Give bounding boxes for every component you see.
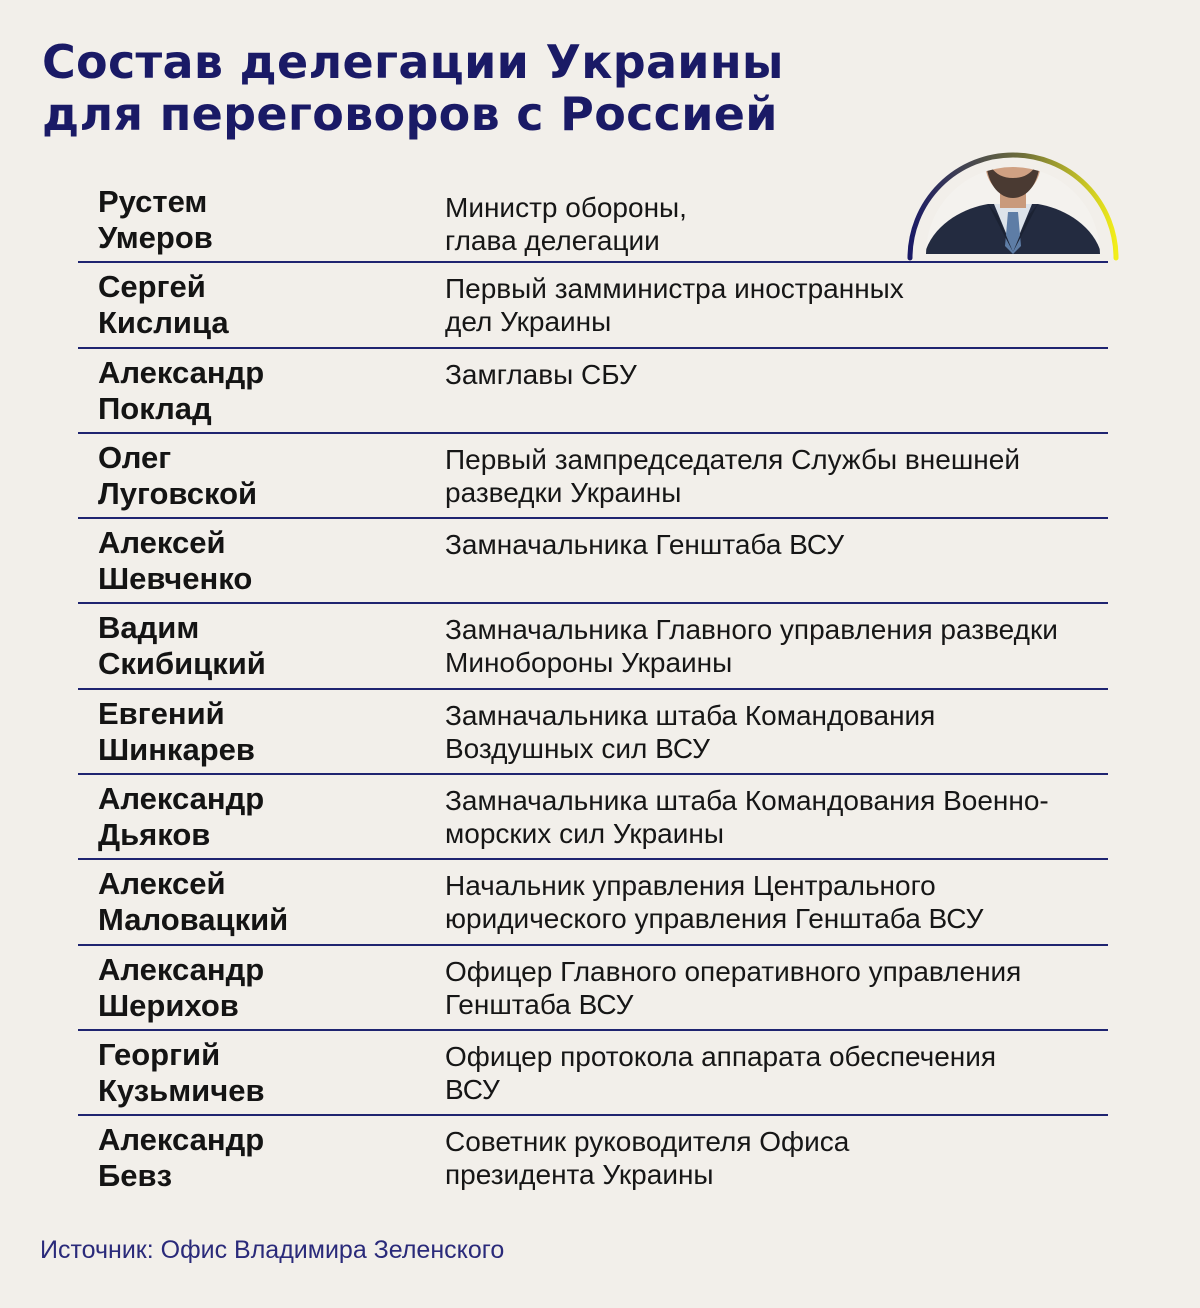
member-name xyxy=(78,178,445,256)
member-first-name: Георгий xyxy=(98,1036,221,1072)
member-role xyxy=(445,263,1108,338)
member-role xyxy=(445,434,1108,509)
member-first-name: Евгений xyxy=(98,695,225,731)
member-row xyxy=(78,690,1108,775)
member-name xyxy=(78,263,445,341)
delegation-list xyxy=(78,178,1108,1202)
member-role-line-1: Начальник управления Центрального xyxy=(445,870,936,902)
member-name xyxy=(78,775,445,853)
member-first-name: Александр xyxy=(98,951,265,987)
member-role-line-2: разведки Украины xyxy=(445,476,682,508)
member-last-name: Маловацкий xyxy=(98,902,289,938)
title-line-2: для переговоров с Россией xyxy=(42,87,778,141)
member-first-name: Алексей xyxy=(98,866,226,902)
member-last-name: Кузьмичев xyxy=(98,1072,265,1108)
member-row xyxy=(78,1031,1108,1116)
member-role xyxy=(445,775,1108,850)
member-role-line-1: Замначальника Генштаба ВСУ xyxy=(445,529,844,561)
member-role xyxy=(445,604,1108,679)
member-row xyxy=(78,178,1108,263)
member-row xyxy=(78,860,1108,945)
member-role-line-2: Минобороны Украины xyxy=(445,647,733,679)
member-row xyxy=(78,604,1108,689)
member-first-name: Вадим xyxy=(98,610,200,646)
member-last-name: Бевз xyxy=(98,1158,172,1194)
member-name xyxy=(78,434,445,512)
member-last-name: Дьяков xyxy=(98,817,211,853)
member-role-line-2: дел Украины xyxy=(445,306,612,338)
page-title xyxy=(42,36,902,140)
member-first-name: Сергей xyxy=(98,269,206,305)
member-row xyxy=(78,349,1108,434)
member-name xyxy=(78,604,445,682)
member-role-line-2: юридического управления Генштаба ВСУ xyxy=(445,903,984,935)
member-role-line-1: Первый зампредседателя Службы внешней xyxy=(445,443,1020,475)
member-role-line-1: Офицер протокола аппарата обеспечения xyxy=(445,1040,997,1072)
member-role xyxy=(445,1031,1108,1106)
member-last-name: Шерихов xyxy=(98,987,239,1023)
member-name xyxy=(78,860,445,938)
member-name xyxy=(78,1116,445,1194)
member-role-line-1: Замглавы СБУ xyxy=(445,358,637,390)
member-row xyxy=(78,946,1108,1031)
member-role xyxy=(445,519,1108,561)
member-name xyxy=(78,1031,445,1109)
member-role-line-1: Замначальника Главного управления разведки xyxy=(445,614,1058,646)
member-role xyxy=(445,178,1108,257)
member-role-line-2: морских сил Украины xyxy=(445,818,724,850)
member-role-line-1: Офицер Главного оперативного управления xyxy=(445,955,1022,987)
member-name xyxy=(78,690,445,768)
member-role xyxy=(445,349,1108,391)
member-last-name: Луговской xyxy=(98,475,258,511)
member-last-name: Скибицкий xyxy=(98,646,266,682)
member-first-name: Александр xyxy=(98,781,265,817)
member-row xyxy=(78,1116,1108,1201)
member-name xyxy=(78,519,445,597)
member-row xyxy=(78,263,1108,348)
member-row xyxy=(78,519,1108,604)
member-row xyxy=(78,434,1108,519)
member-last-name: Умеров xyxy=(98,220,213,255)
member-role-line-2: ВСУ xyxy=(445,1073,500,1105)
member-role-line-1: Министр обороны, xyxy=(445,192,687,223)
member-role-line-2: президента Украины xyxy=(445,1159,714,1191)
member-last-name: Поклад xyxy=(98,390,212,426)
member-role xyxy=(445,860,1108,935)
member-role-line-2: глава делегации xyxy=(445,225,660,256)
member-first-name: Александр xyxy=(98,1122,265,1158)
member-first-name: Александр xyxy=(98,354,265,390)
member-role xyxy=(445,1116,1108,1191)
member-role-line-2: Генштаба ВСУ xyxy=(445,988,634,1020)
member-role-line-1: Советник руководителя Офиса xyxy=(445,1126,850,1158)
member-role xyxy=(445,690,1108,765)
title-line-1: Состав делегации Украины xyxy=(42,35,784,89)
member-role-line-2: Воздушных сил ВСУ xyxy=(445,732,710,764)
member-role xyxy=(445,946,1108,1021)
member-first-name: Алексей xyxy=(98,525,226,561)
member-last-name: Шинкарев xyxy=(98,731,255,767)
member-first-name: Рустем xyxy=(98,184,208,219)
member-last-name: Кислица xyxy=(98,305,229,341)
member-name xyxy=(78,349,445,427)
member-role-line-1: Замначальника штаба Командования Военно- xyxy=(445,785,1049,817)
member-name xyxy=(78,946,445,1024)
member-role-line-1: Замначальника штаба Командования xyxy=(445,699,936,731)
member-first-name: Олег xyxy=(98,439,172,475)
source-credit: Источник: Офис Владимира Зеленского xyxy=(40,1236,505,1264)
member-row xyxy=(78,775,1108,860)
member-last-name: Шевченко xyxy=(98,561,253,597)
member-role-line-1: Первый замминистра иностранных xyxy=(445,273,904,305)
